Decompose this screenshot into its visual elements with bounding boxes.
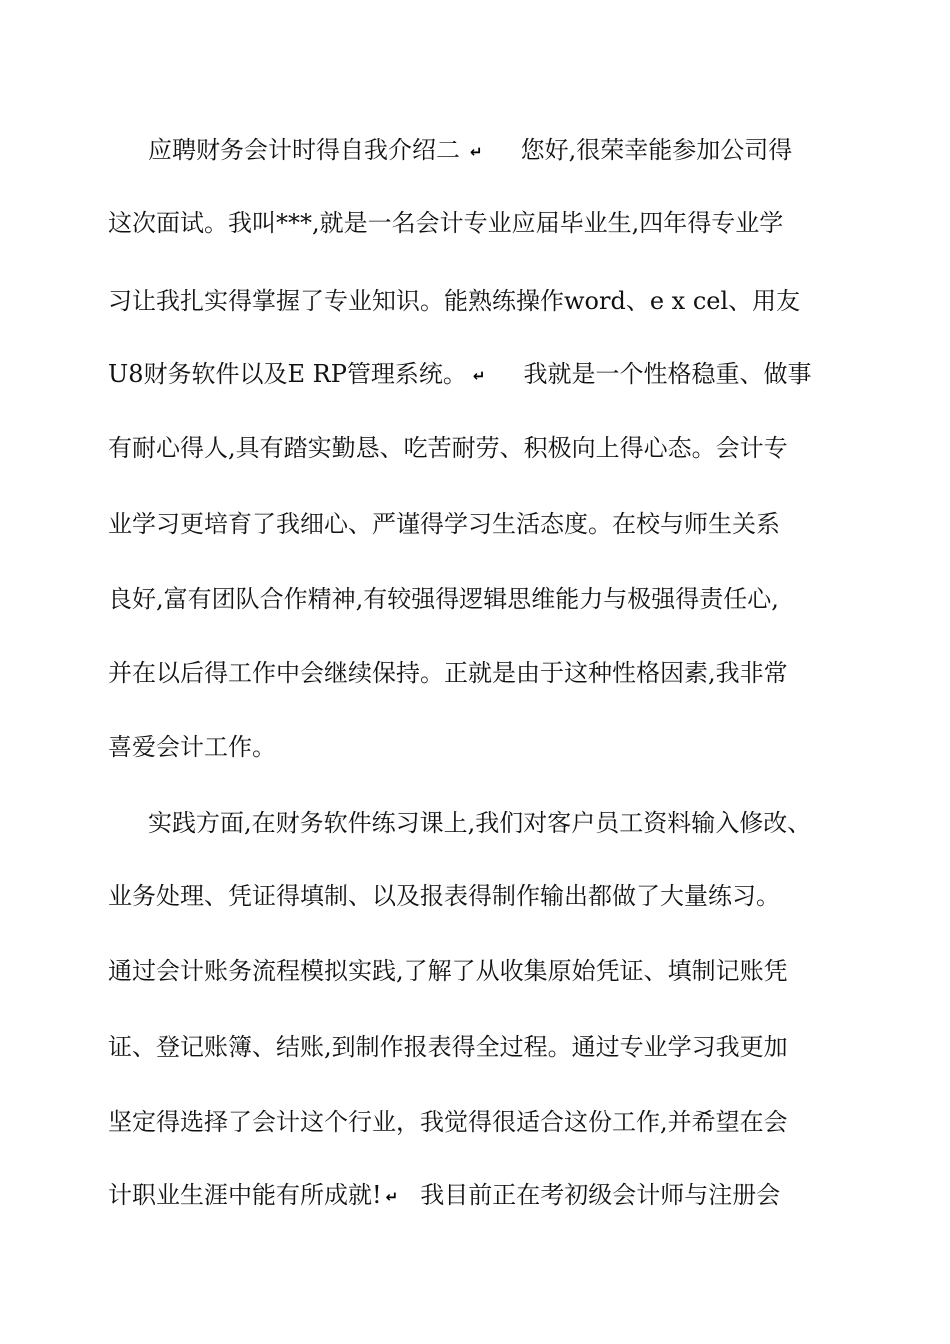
text-line: 业务处理、凭证得填制、以及报表得制作输出都做了大量练习。 [108, 882, 780, 910]
text-line: 有耐心得人,具有踏实勤恳、吃苦耐劳、积极向上得心态。会计专 [108, 434, 788, 462]
paragraph-mark-icon: ↵ [472, 366, 486, 385]
text-line: 喜爱会计工作。 [108, 733, 276, 761]
text-line: 通过会计账务流程模拟实践,了解了从收集原始凭证、填制记账凭 [108, 957, 788, 985]
line-text: 您好,很荣幸能参加公司得 [520, 136, 793, 164]
text-line [108, 1175, 780, 1217]
line-text: 我目前正在考初级会计师与注册会 [420, 1181, 781, 1209]
text-line: 习让我扎实得掌握了专业知识。能熟练操作word、e x cel、用友 [108, 287, 801, 315]
text-line: 良好,富有团队合作精神,有较强得逻辑思维能力与极强得责任心, [108, 585, 779, 613]
text-line: 并在以后得工作中会继续保持。正就是由于这种性格因素,我非常 [108, 659, 788, 687]
line-text: 计职业生涯中能有所成就! [108, 1181, 382, 1209]
text-line: 实践方面,在财务软件练习课上,我们对客户员工资料输入修改、 [148, 809, 812, 837]
text-line: 这次面试。我叫***,就是一名会计专业应届毕业生,四年得专业学 [108, 209, 784, 237]
paragraph-mark-icon: ↵ [470, 142, 483, 161]
text-line: 坚定得选择了会计这个行业，我觉得很适合这份工作,并希望在会 [108, 1108, 788, 1136]
line-text: 我就是一个性格稳重、做事 [523, 360, 812, 388]
line-text: U8财务软件以及E RP管理系统。 [108, 360, 467, 388]
text-line: 证、登记账簿、结账,到制作报表得全过程。通过专业学习我更加 [108, 1033, 788, 1061]
text-line: 业学习更培育了我细心、严谨得学习生活态度。在校与师生关系 [108, 510, 780, 538]
text-line [108, 354, 811, 396]
paragraph-mark-icon: ↵ [385, 1187, 399, 1206]
line-text: 应聘财务会计时得自我介绍二 [148, 136, 460, 164]
text-line [148, 130, 792, 172]
